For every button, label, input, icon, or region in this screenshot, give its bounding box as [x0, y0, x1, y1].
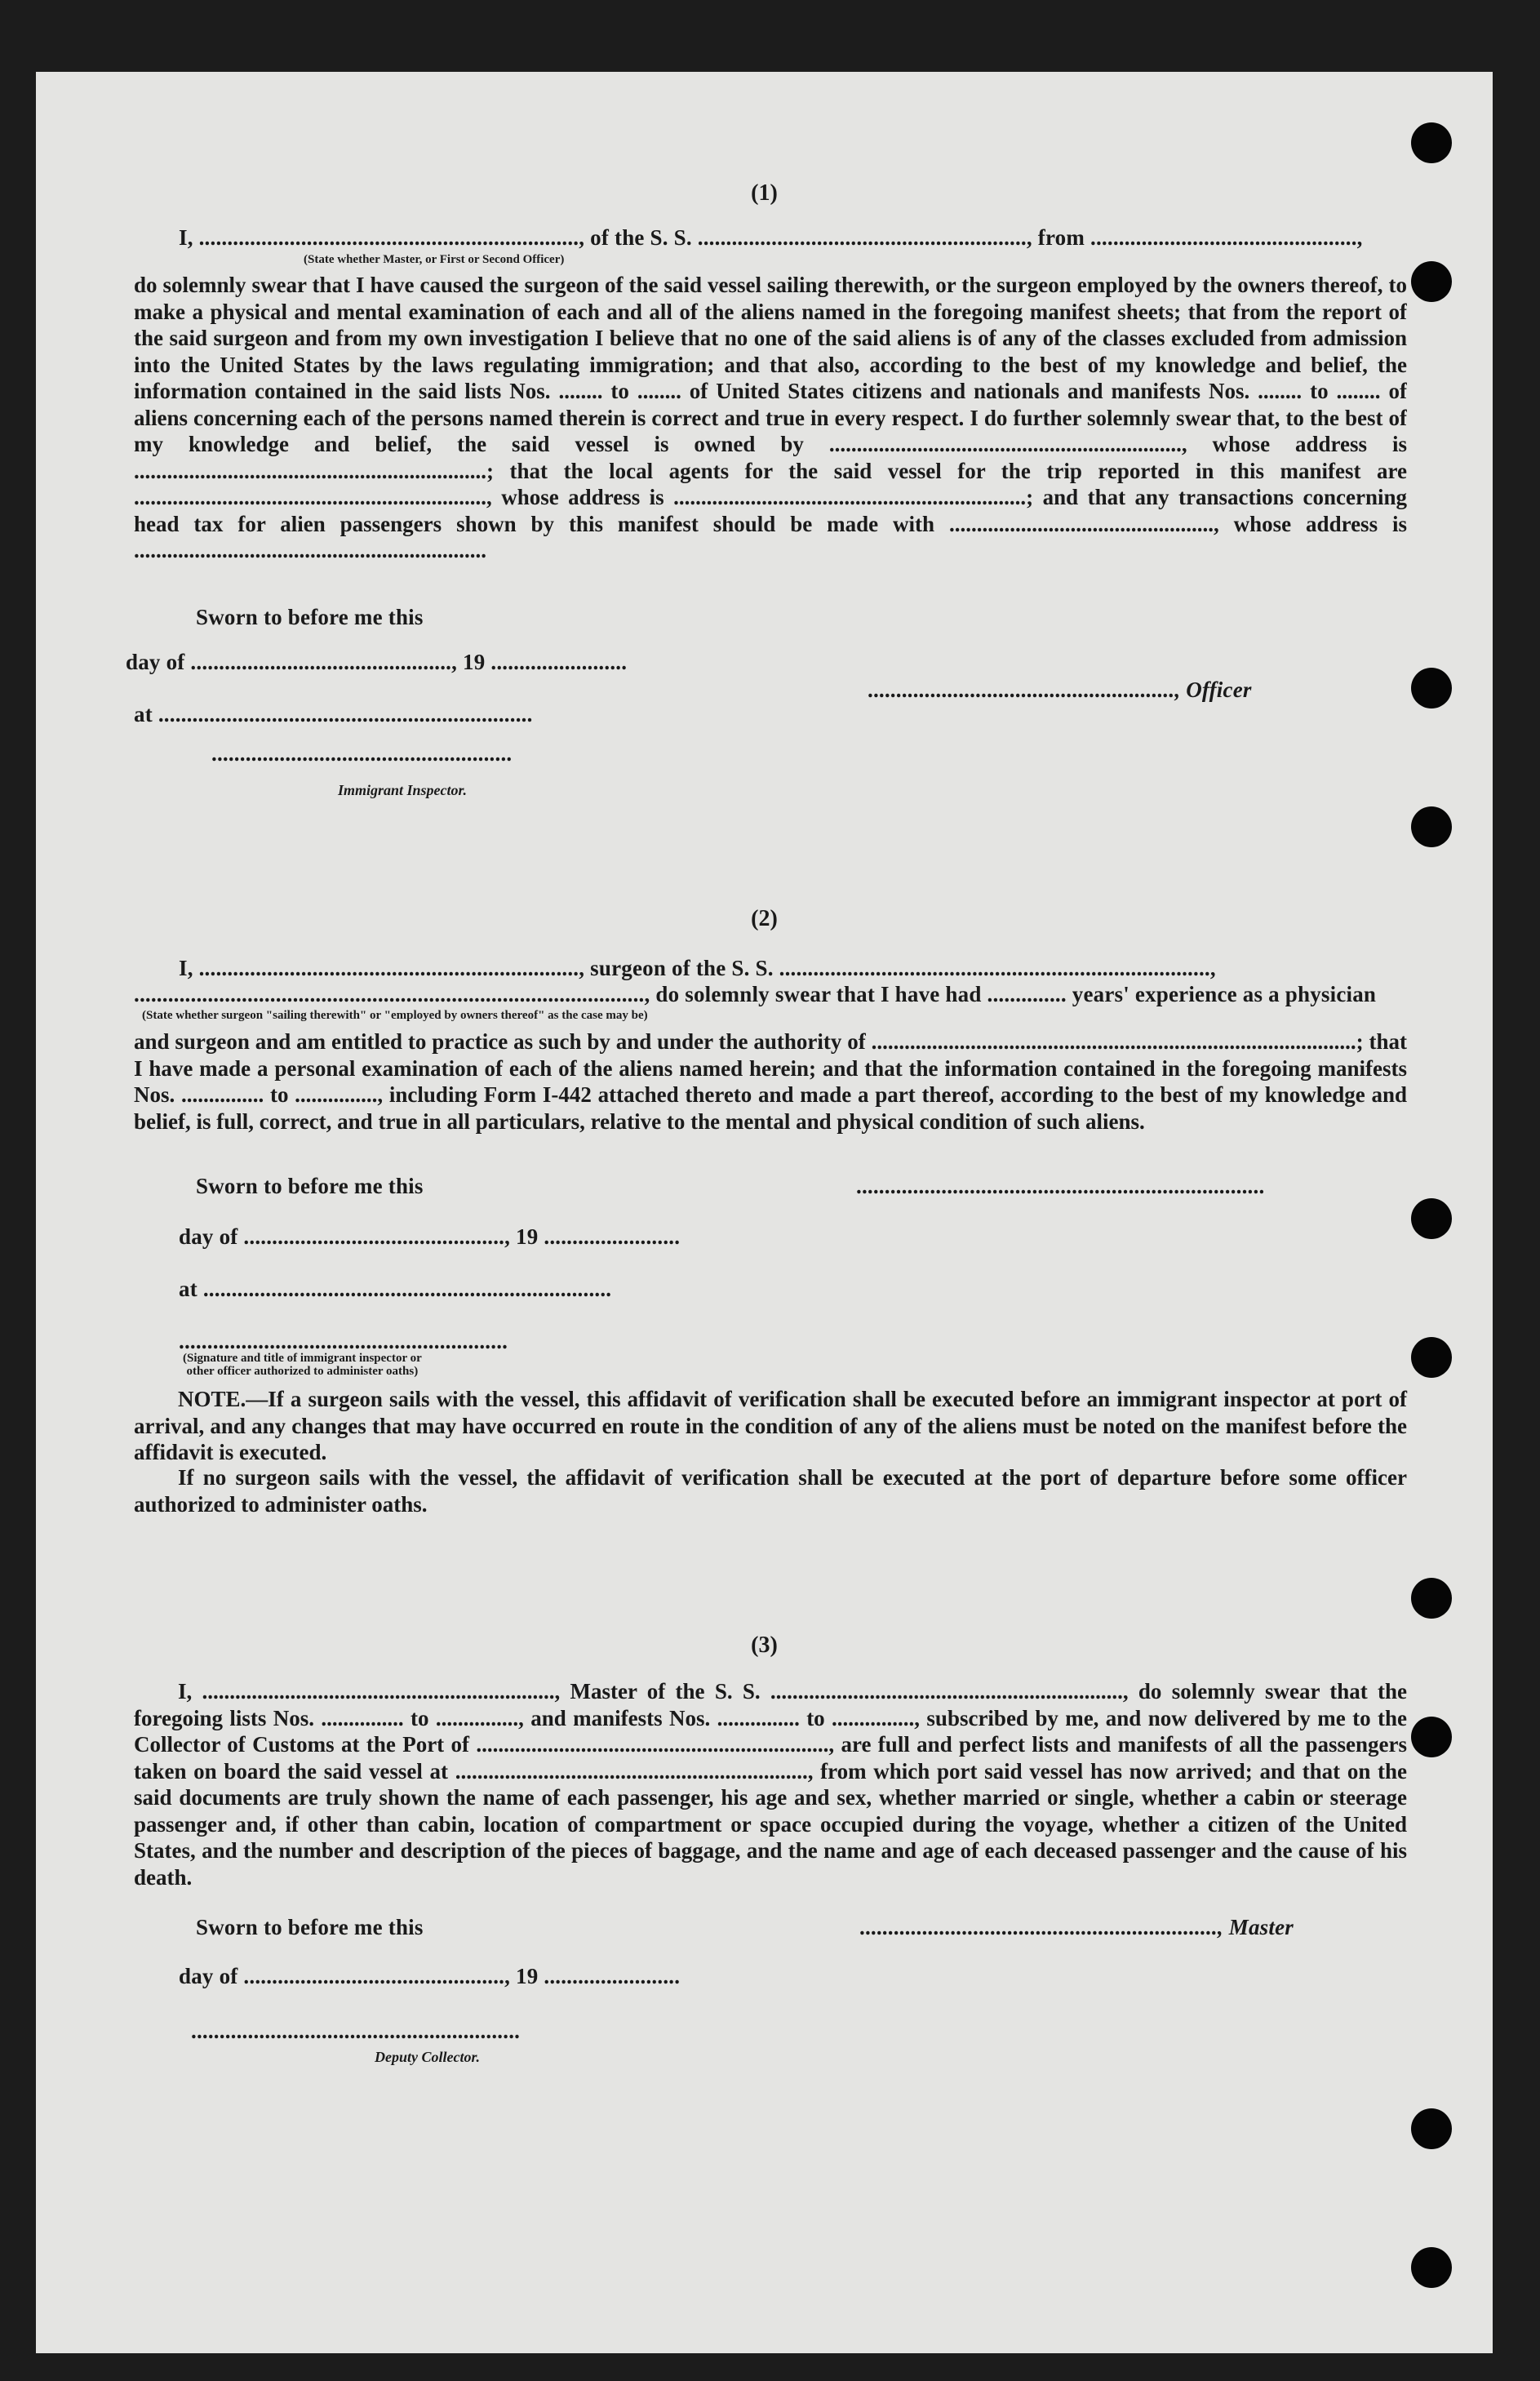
punch-hole [1411, 1578, 1452, 1619]
signature-note: (Signature and title of immigrant inspector or other officer authorized to administer oaths) [183, 1352, 422, 1378]
master-oath-paragraph: do solemnly swear that I have caused the surgeon of the said vessel sailing therewith, or the surgeon employed by the owners thereof, to make a physical and mental examination of each and all of the aliens named in the foregoing manifest sheets; that from the report of the said surgeon and from my own investigation I believe that no one of the said aliens is of any of the classes excluded from admission into the United States by the laws regulating immigration; and that also, according to the best of my knowledge and belief, the information contained in the said lists Nos. ........ to ........ of United States citizens and nationals and manifests Nos. ........ to ........ of aliens concerning each of the persons named therein is correct and true in every respect. I do further solemnly swear that, to the best of my knowledge and belief, the said vessel is owned by ................................................................, whose address is ................................................................; that the local agents for the said vessel for the trip reported in this manifest are ................................................................, whose address is ................................................................; and that any transactions concerning head tax for alien passengers shown by this manifest should be made with ................................................, whose address is ................................................................ [134, 273, 1407, 562]
punch-hole [1411, 2108, 1452, 2149]
master-signature-line: ..............................................................., Master [860, 1915, 1294, 1939]
punch-hole [1411, 122, 1452, 163]
surgeon-signature-rule: ........................................................................ [856, 1174, 1265, 1198]
oath-officer-rule: .......................................................... [179, 1329, 508, 1353]
at-line: at .................................................................. [134, 702, 533, 726]
officer-signature-line: ......................................................, Officer [868, 677, 1252, 702]
sworn-label: Sworn to before me this [196, 605, 424, 629]
collector-signature-rule: .......................................................... [191, 2019, 521, 2043]
surgeon-note-paragraph: NOTE.—If a surgeon sails with the vessel, this affidavit of verification shall be executed before an immigrant inspector at port of arrival, and any changes that may have occurred en route in the condition of any of the aliens must be noted on the manifest before the affidavit is executed. [134, 1387, 1407, 1464]
punch-hole [1411, 1337, 1452, 1378]
section-number: (1) [751, 180, 778, 206]
punch-hole [1411, 806, 1452, 847]
manifest-sheet [36, 72, 1493, 2353]
master-oath-line: I, ..................................................................., of the S. S. .........................................................., from ..............................................., [179, 225, 1363, 250]
day-of-line: day of .............................................., 19 ........................ [179, 1224, 681, 1249]
officer-rank-note: (State whether Master, or First or Second Officer) [304, 253, 565, 266]
sworn-label: Sworn to before me this [196, 1915, 424, 1939]
inspector-label: Immigrant Inspector. [338, 782, 468, 798]
punch-hole [1411, 1717, 1452, 1757]
inspector-signature-rule: ..................................................... [211, 741, 513, 766]
collector-label: Deputy Collector. [375, 2049, 480, 2065]
punch-hole [1411, 2247, 1452, 2288]
punch-hole [1411, 668, 1452, 709]
surgeon-oath-line-1: I, ..................................................................., surgeon of the S. S. ............................................................................, [179, 956, 1216, 980]
surgeon-note-paragraph-2: If no surgeon sails with the vessel, the affidavit of verification shall be executed at the port of departure before some officer authorized to administer oaths. [134, 1465, 1407, 1517]
at-line: at ........................................................................ [179, 1277, 612, 1301]
day-of-line: day of .............................................., 19 ........................ [179, 1964, 681, 1988]
section-number: (2) [751, 906, 778, 931]
day-of-line: day of .............................................., 19 ........................ [126, 650, 628, 674]
surgeon-oath-line-2: .........................................................................................., do solemnly swear that I have had .............. years' experience as a physician [134, 982, 1377, 1006]
punch-hole [1411, 1198, 1452, 1239]
master-lists-paragraph: I, ................................................................, Master of the S. S. ................................................................, do solemnly swear that the foregoing lists Nos. ............... to ..............., and manifests Nos. ............... to ..............., subscribed by me, and now delivered by me to the Collector of Customs at the Port of ................................................................, are full and perfect lists and manifests of all the passengers taken on board the said vessel at ................................................................, from which port said vessel has now arrived; and that on the said documents are truly shown the name of each passenger, his age and sex, whether married or single, whether a cabin or steerage passenger and, if other than cabin, location of compartment or space occupied during the voyage, whether a citizen of the United States, and the number and description of the pieces of baggage, and the name and age of each deceased passenger and the cause of his death. [134, 1679, 1407, 1890]
sworn-label: Sworn to before me this [196, 1174, 424, 1198]
punch-hole [1411, 261, 1452, 302]
surgeon-type-note: (State whether surgeon "sailing therewith" or "employed by owners thereof" as the case may be) [142, 1009, 648, 1022]
surgeon-oath-paragraph: and surgeon and am entitled to practice as such by and under the authority of ........................................................................................; that I have made a personal examination of each of the aliens named herein; and that the information contained in the foregoing manifests Nos. ............... to ..............., including Form I-442 attached thereto and made a part thereof, according to the best of my knowledge and belief, is full, correct, and true in all particulars, relative to the mental and physical condition of such aliens. [134, 1029, 1407, 1134]
section-number: (3) [751, 1632, 778, 1658]
